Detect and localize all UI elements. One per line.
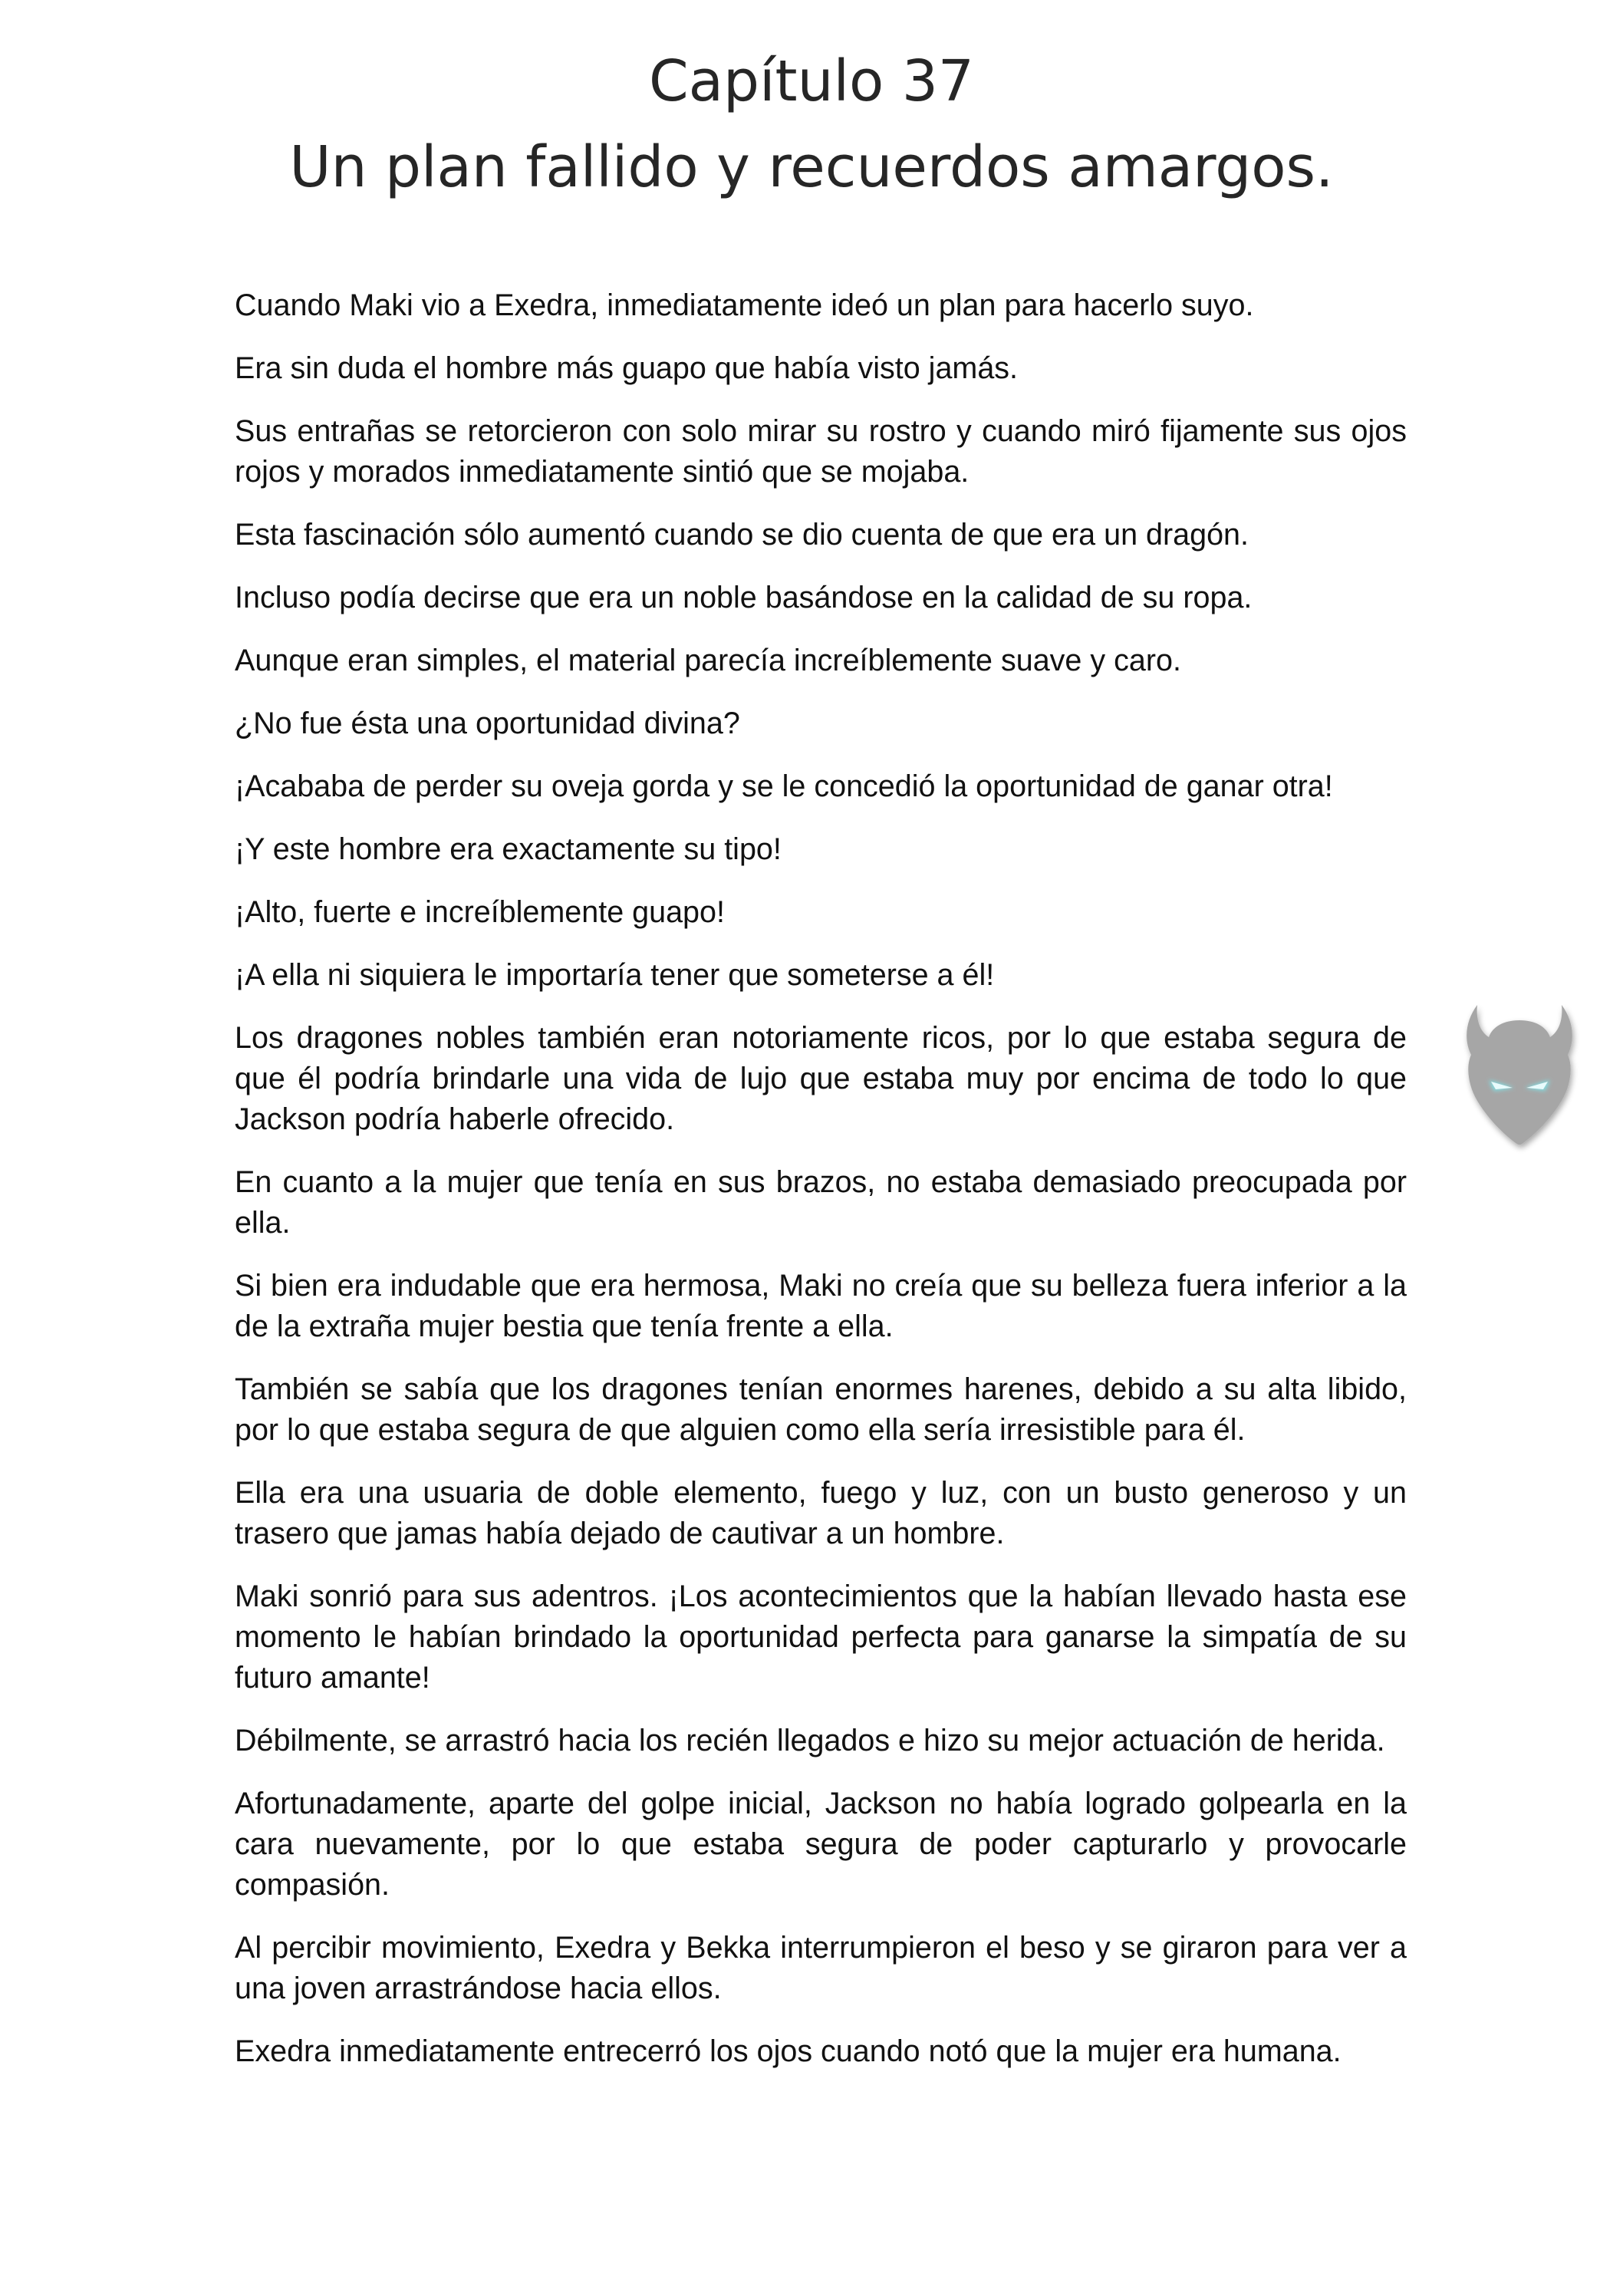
paragraph: Al percibir movimiento, Exedra y Bekka interrumpieron el beso y se giraron para ver a una joven arrastrándose hacia ellos.: [235, 1931, 1407, 2005]
chapter-title: Un plan fallido y recuerdos amargos.: [289, 134, 1334, 200]
chapter-body: [235, 285, 1407, 2094]
paragraph: ¡Y este hombre era exactamente su tipo!: [235, 832, 782, 866]
paragraph: Los dragones nobles también eran notoriamente ricos, por lo que estaba segura de que él podría brindarle una vida de lujo que estaba muy por encima de todo lo que Jackson podría haberle ofrecido.: [235, 1021, 1407, 1136]
paragraph: ¡Acababa de perder su oveja gorda y se le concedió la oportunidad de ganar otra!: [235, 769, 1333, 803]
paragraph: Cuando Maki vio a Exedra, inmediatamente ideó un plan para hacerlo suyo.: [235, 288, 1254, 322]
paragraph: Afortunadamente, aparte del golpe inicial, Jackson no había logrado golpearla en la cara nuevamente, por lo que estaba segura de poder capturarlo y provocarle compasión.: [235, 1787, 1407, 1902]
paragraph: Esta fascinación sólo aumentó cuando se dio cuenta de que era un dragón.: [235, 518, 1249, 552]
paragraph: También se sabía que los dragones tenían enormes harenes, debido a su alta libido, por lo que estaba segura de que alguien como ella sería irresistible para él.: [235, 1372, 1407, 1447]
paragraph: Si bien era indudable que era hermosa, Maki no creía que su belleza fuera inferior a la de la extraña mujer bestia que tenía frente a ella.: [235, 1269, 1407, 1343]
horned-demon-head-icon: [1447, 990, 1592, 1158]
paragraph: Débilmente, se arrastró hacia los recién llegados e hizo su mejor actuación de herida.: [235, 1724, 1385, 1757]
paragraph: Incluso podía decirse que era un noble basándose en la calidad de su ropa.: [235, 581, 1253, 614]
paragraph: Aunque eran simples, el material parecía increíblemente suave y caro.: [235, 644, 1181, 677]
paragraph: Ella era una usuaria de doble elemento, fuego y luz, con un busto generoso y un trasero que jamas había dejado de cautivar a un hombre.: [235, 1476, 1407, 1550]
chapter-heading: [0, 38, 1623, 210]
paragraph: Maki sonrió para sus adentros. ¡Los acontecimientos que la habían llevado hasta ese momento le habían brindado la oportunidad perfecta para ganarse la simpatía de su futuro amante!: [235, 1580, 1407, 1695]
paragraph: Sus entrañas se retorcieron con solo mirar su rostro y cuando miró fijamente sus ojos rojos y morados inmediatamente sintió que se mojaba.: [235, 414, 1407, 489]
paragraph: ¿No fue ésta una oportunidad divina?: [235, 707, 740, 740]
chapter-number: Capítulo 37: [649, 48, 974, 114]
paragraph: Exedra inmediatamente entrecerró los ojos cuando notó que la mujer era humana.: [235, 2034, 1342, 2068]
paragraph: ¡Alto, fuerte e increíblemente guapo!: [235, 895, 725, 929]
paragraph: ¡A ella ni siquiera le importaría tener que someterse a él!: [235, 958, 995, 992]
paragraph: En cuanto a la mujer que tenía en sus brazos, no estaba demasiado preocupada por ella.: [235, 1165, 1407, 1240]
paragraph: Era sin duda el hombre más guapo que había visto jamás.: [235, 351, 1019, 385]
